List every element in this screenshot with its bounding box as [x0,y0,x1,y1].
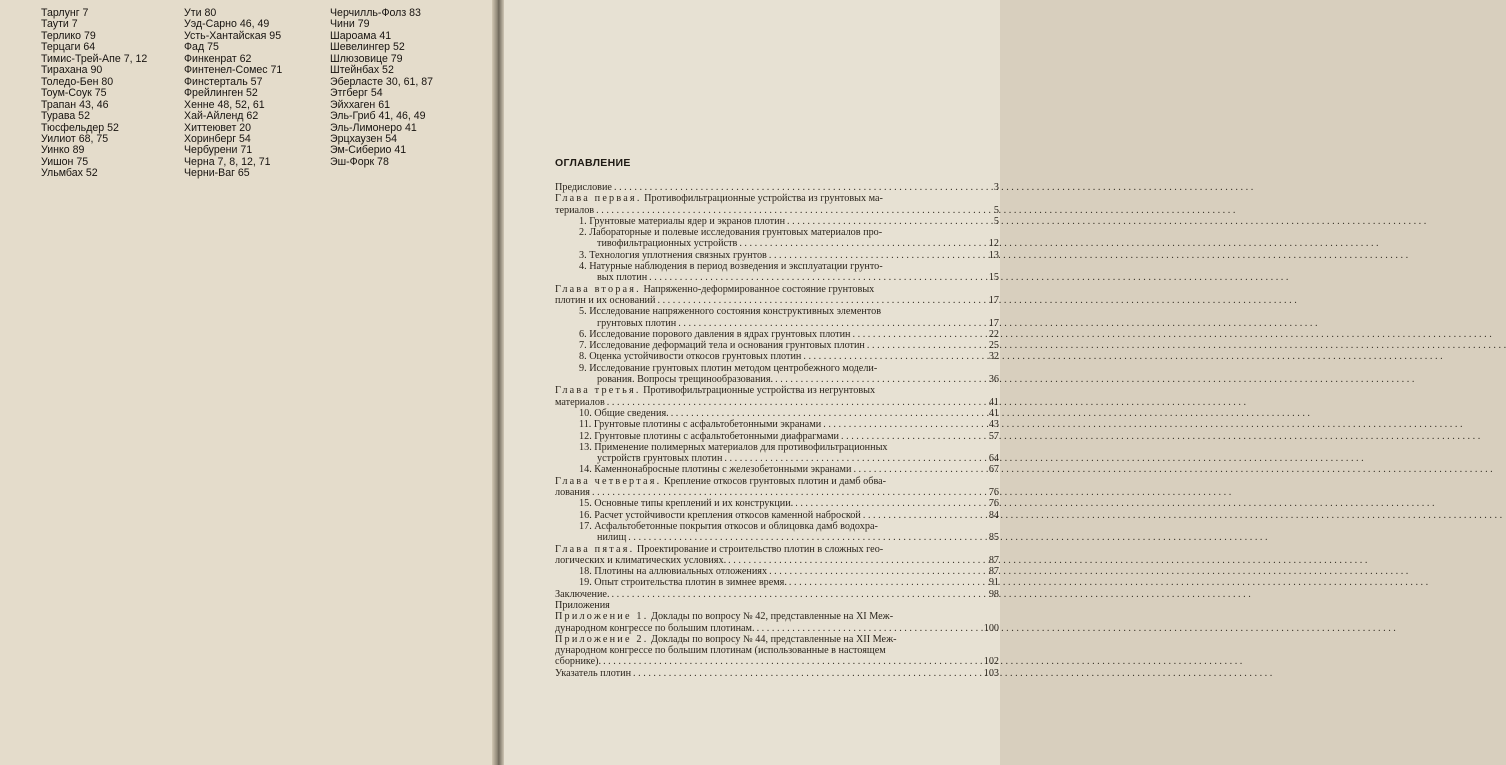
index-entry: Эш-Форк 78 [330,155,389,168]
index-entry: Шлюзовице 79 [330,52,403,65]
toc-page-number: 36 [988,374,999,386]
toc-leader-dots [803,351,1442,362]
index-entry: Усть-Хантайская 95 [184,29,282,42]
book-gutter [492,0,504,765]
toc-entry [555,193,999,216]
toc-entry [579,306,999,329]
toc-entry-text: 14. Каменнонабросные плотины с железобетонными экранами [579,464,852,476]
toc-entry [579,419,999,431]
toc-leader-dots [853,329,1492,340]
toc-entry-text: Крепление откосов грунтовых плотин и дамб обва- [663,475,887,487]
toc-entry-text: материалов [555,396,605,408]
index-entry: Фрейлинген 52 [184,87,258,100]
index-entry: Эль-Гриб 41, 46, 49 [330,110,426,123]
toc-page-number: 100 [983,622,999,634]
toc-entry [579,566,999,578]
toc-entry [579,227,999,250]
index-entry: Хиттеювет 20 [184,121,252,134]
toc-entry [555,600,962,611]
toc-leader-dots [612,589,1251,600]
toc-entry-text: рования. Вопросы трещинообразования. [597,374,774,386]
toc-entry [579,261,999,284]
toc-entry [555,475,999,499]
toc-leader-dots [607,397,1246,408]
toc-page-number: 76 [988,487,999,499]
toc-entry [555,611,999,634]
toc-entry-text: 10. Общие сведения. [579,407,669,419]
toc-entry [579,340,999,352]
toc-page-number: 25 [988,340,999,352]
index-entry: Чербурени 71 [184,144,253,157]
index-entry: Эйххаген 61 [330,98,390,111]
toc-entry-text: Доклады по вопросу № 44, представленные на XII Меж- [651,633,897,645]
index-entry: Ути 80 [184,7,217,19]
table-of-contents [555,182,999,679]
index-entry: Терцаги 64 [41,41,96,54]
toc-leader-dots [769,566,1408,577]
index-entry: Тирахана 90 [41,64,103,77]
toc-entry [579,520,999,544]
toc-page-number: 91 [988,577,999,589]
toc-entry-text: 19. Опыт строительства плотин в зимнее время. [579,577,787,589]
index-column-1 [41,8,147,180]
index-entry: Эль-Лимонеро 41 [330,121,417,134]
index-entry: Эберласте 30, 61, 87 [330,75,434,88]
index-entry: Шевелингер 52 [330,41,405,54]
toc-page-number: 76 [988,498,999,510]
toc-entry [579,362,999,386]
index-entry: Уэд-Сарно 46, 49 [184,18,270,31]
toc-entry-text: логических и климатических условиях. [555,554,727,566]
toc-entry-text: 2. Лабораторные и полевые исследования грунтовых материалов про- [579,227,883,239]
toc-leader-dots [596,205,1235,216]
toc-page-number: 5 [993,215,999,227]
toc-entry-text: грунтовых плотин [597,317,677,329]
toc-entry-text: нилищ [597,532,627,544]
toc-entry-text: устройств грунтовых плотин [597,453,723,465]
index-entry: Финстерталь 57 [184,75,263,88]
toc-leader-dots [823,419,1462,430]
index-entry: Тоум-Соук 75 [41,87,107,100]
index-entry: Черна 7, 8, 12, 71 [184,155,271,168]
toc-entry-text: 5. Исследование напряженного состояния конструктивных элементов [579,306,882,318]
toc-entry-text: Проектирование и строительство плотин в сложных гео- [636,543,884,555]
index-entry: Ульмбах 52 [41,167,98,180]
toc-page-number: 41 [988,407,999,419]
toc-leader-dots [728,555,1367,566]
toc-leader-dots [724,453,1363,464]
index-entry: Хай-Айленд 62 [184,110,259,123]
index-entry: Таути 7 [41,18,78,31]
toc-page-number: 87 [988,554,999,566]
toc-chapter-label: Глава четвертая. [555,475,662,487]
right-page [500,0,1000,765]
toc-leader-dots [592,487,1231,498]
toc-entry [579,249,999,261]
toc-page-number: 3 [993,182,999,193]
toc-entry [579,430,999,442]
toc-entry-text: сборнике). [555,656,602,668]
toc-entry [579,464,999,476]
toc-entry-text: 15. Основные типы креплений и их конструкции. [579,498,794,510]
index-entry: Толедо-Бен 80 [41,75,114,88]
toc-title: ОГЛАВЛЕНИЕ [555,157,631,169]
index-entry: Турава 52 [41,110,90,123]
toc-entry-text: Указатель плотин [555,667,632,679]
toc-page-number: 64 [988,453,999,465]
toc-entry [579,407,999,419]
toc-entry [579,351,999,363]
toc-chapter-label: Приложение 2. [555,633,649,645]
toc-leader-dots [603,656,1242,667]
toc-chapter-label: Глава первая. [555,193,642,205]
index-entry: Штейнбах 52 [330,64,394,77]
toc-page-number: 98 [988,588,999,600]
toc-entry-text: Противофильтрационные устройства из негрунтовых [643,385,876,397]
index-entry: Шароама 41 [330,29,392,42]
toc-leader-dots [795,498,1434,509]
toc-entry [555,543,999,567]
index-column-2 [184,8,282,180]
toc-entry-text: 4. Натурные наблюдения в период возведения и эксплуатации грунто- [579,261,883,273]
toc-entry-text: плотин и их оснований [555,294,656,306]
toc-page-number: 67 [988,464,999,476]
index-entry: Уишон 75 [41,155,89,168]
toc-entry-text: 17. Асфальтобетонные покрытия откосов и облицовка дамб водохра- [579,520,878,532]
toc-leader-dots [863,510,1502,521]
toc-entry-text: 7. Исследование деформаций тела и основания грунтовых плотин [579,340,865,352]
toc-entry-text: тивофильтрационных устройств [597,238,738,250]
index-entry: Черни-Ваг 65 [184,167,250,180]
toc-entry [555,283,999,307]
index-entry: Терлико 79 [41,29,96,42]
toc-page-number: 17 [988,317,999,329]
index-entry: Черчилль-Фолз 83 [330,7,421,19]
toc-page-number: 17 [988,294,999,306]
toc-chapter-label: Приложение 1. [555,611,649,623]
index-entry: Эрцхаузен 54 [330,132,398,145]
toc-leader-dots [633,668,1272,679]
index-entry: Тюсфельдер 52 [41,121,119,134]
index-entry: Хоринберг 54 [184,132,251,145]
toc-page-number: 84 [988,509,999,521]
toc-leader-dots [853,464,1492,475]
toc-page-number: 32 [988,351,999,363]
toc-entry-text: Заключение. [555,588,610,600]
toc-page-number: 57 [988,430,999,442]
toc-entry [555,633,999,668]
toc-entry-text: Напряженно-деформированное состояние грунтовых [643,283,875,295]
index-entry: Уилиот 68, 75 [41,132,109,145]
toc-page-number: 103 [983,667,999,679]
toc-entry-text: 13. Применение полимерных материалов для противофильтрационных [579,441,888,453]
toc-leader-dots [769,250,1408,261]
toc-leader-dots [757,623,1396,634]
toc-chapter-label: Глава вторая. [555,283,641,295]
toc-entry [579,577,999,589]
toc-entry [555,588,999,600]
toc-page-number: 15 [988,272,999,284]
toc-entry [555,385,999,408]
index-entry: Тарлунг 7 [41,7,89,19]
index-entry: Хенне 48, 52, 61 [184,98,265,111]
toc-chapter-label: Глава пятая. [555,543,635,555]
toc-entry-text: 8. Оценка устойчивости откосов грунтовых плотин [579,351,802,363]
toc-page-number: 43 [988,419,999,431]
left-page [0,0,496,765]
toc-page-number: 12 [988,238,999,250]
toc-page-number: 22 [988,328,999,340]
toc-leader-dots [775,374,1414,385]
toc-entry [555,182,999,193]
toc-page-number: 87 [988,566,999,578]
toc-entry-text: 12. Грунтовые плотины с асфальтобетонными диафрагмами [579,430,840,442]
toc-entry-text: 1. Грунтовые материалы ядер и экранов плотин [579,215,786,227]
index-column-3 [330,8,433,168]
toc-page-number: 5 [993,204,999,216]
toc-entry-text: 11. Грунтовые плотины с асфальтобетонными экранами [579,419,822,431]
toc-entry [555,667,999,679]
toc-entry-text: 6. Исследование порового давления в ядрах грунтовых плотин [579,328,851,340]
toc-entry-text: Предисловие [555,182,612,193]
index-entry: Тимис-Трей-Апе 7, 12 [41,52,148,65]
index-entry: Финтенел-Сомес 71 [184,64,283,77]
toc-entry [579,498,999,510]
toc-entry-text: 3. Технология уплотнения связных грунтов [579,249,767,261]
toc-leader-dots [841,431,1480,442]
toc-page-number: 102 [983,656,999,668]
index-entry: Эм-Сиберио 41 [330,144,407,157]
toc-leader-dots [787,216,1426,227]
toc-leader-dots [789,577,1428,588]
toc-page-number: 41 [988,396,999,408]
toc-leader-dots [628,532,1267,543]
toc-entry [579,441,999,465]
index-entry: Финкенрат 62 [184,52,252,65]
toc-entry-text: Приложения [555,599,610,611]
toc-entry-text: 9. Исследование грунтовых плотин методом центробежного модели- [579,362,878,374]
toc-page-number: 13 [988,249,999,261]
toc-leader-dots [739,238,1378,249]
toc-chapter-label: Глава третья. [555,385,641,397]
toc-entry [579,328,999,340]
index-entry: Фад 75 [184,41,219,54]
toc-leader-dots [614,182,1253,193]
toc-entry-text: 18. Плотины на аллювиальных отложениях [579,566,768,578]
index-entry: Трапан 43, 46 [41,98,109,111]
toc-page-number: 85 [988,532,999,544]
toc-leader-dots [867,340,1506,351]
toc-entry-text: 16. Расчет устойчивости крепления откосов каменной наброской [579,509,861,521]
toc-entry-text: дународном конгрессе по большим плотинам (использованные в настоящем [555,645,886,657]
toc-entry [579,509,999,521]
toc-entry-text: лования [555,487,590,499]
index-entry: Чини 79 [330,18,370,31]
toc-entry-text: териалов [555,204,595,216]
toc-entry-text: вых плотин [597,272,648,284]
index-entry: Этгберг 54 [330,87,383,100]
toc-entry [579,215,999,227]
toc-entry-text: Противофильтрационные устройства из грунтовых ма- [644,193,883,205]
toc-entry-text: Доклады по вопросу № 42, представленные на XI Меж- [651,611,894,623]
index-entry: Уинко 89 [41,144,85,157]
toc-entry-text: дународном конгрессе по большим плотинам. [555,622,755,634]
